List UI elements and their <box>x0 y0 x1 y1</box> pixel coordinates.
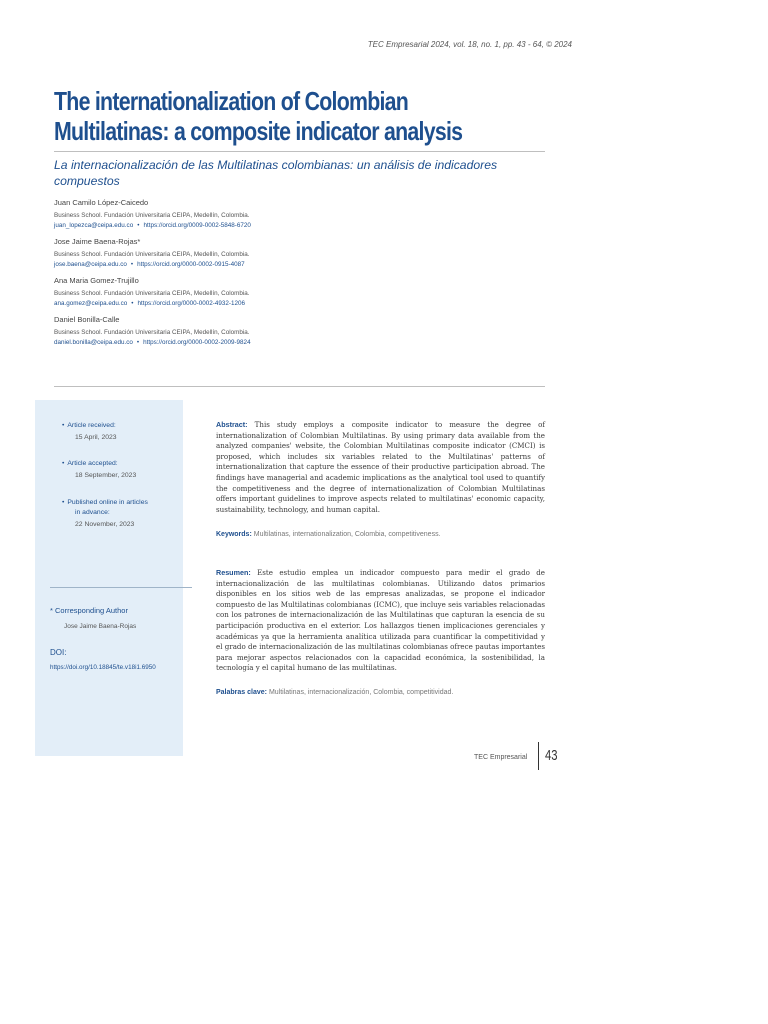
author-orcid-link[interactable]: https://orcid.org/0000-0002-2009-9824 <box>143 339 251 346</box>
received-label: Article received: <box>67 422 116 429</box>
author-affiliation: Business School. Fundación Universitaria CEIPA, Medellín, Colombia. <box>54 212 250 219</box>
author-name: Jose Jaime Baena-Rojas* <box>54 237 141 246</box>
published-info <box>62 499 148 528</box>
received-info <box>62 422 117 441</box>
published-label: Published online in articles <box>67 499 148 506</box>
resumen-text: Este estudio emplea un indicador compuesto para medir el grado de internacionalización de las multilatinas colombianas. Utilizando datos primarios disponibles en los sitios web de las empresas analizadas, se propone el indicador compuesto de las Multilatinas colombianas (ICMC), que incluye seis variables relacionadas con los patrones de internacionalización de las Multilatinas que capturan la esencia de su participación productiva en el exterior. Los hallazgos tienen implicaciones gerenciales y académicas ya que la herramienta analítica utilizada para cuantificar la competitividad y el grado de internacionalización de las multilatinas colombianas ofrece pautas importantes para mejorar aspectos relacionados con la capacidad económica, la sostenibilidad, la tecnología y el capital humano de las multilatinas. <box>216 568 545 673</box>
separator-bullet: • <box>131 300 134 307</box>
palabras-clave-text: Multilatinas, internacionalización, Colombia, competitividad. <box>268 689 454 696</box>
abstract-label: Abstract: <box>216 420 248 429</box>
keywords-section <box>216 531 545 538</box>
author-affiliation: Business School. Fundación Universitaria CEIPA, Medellín, Colombia. <box>54 329 250 336</box>
author-affiliation: Business School. Fundación Universitaria CEIPA, Medellín, Colombia. <box>54 251 250 258</box>
bullet-icon: • <box>62 460 65 467</box>
separator-bullet: • <box>136 339 140 346</box>
separator-bullet: • <box>130 261 134 268</box>
accepted-label: Article accepted: <box>67 460 118 467</box>
author-entry <box>54 198 534 229</box>
abstract-text: This study employs a composite indicator to measure the degree of internationalization of Colombian Multilatinas. By using primary data available from the analyzed companies' website, the Colombian Multilatinas composite indicator (CMCI) is proposed, which includes six variables related to the Multilatinas' patterns of internationalization that capture the essence of their productive participation abroad. The findings have managerial and academic implications as the analytical tool used to quantify the competitiveness and the degree of internationalization of Colombian Multilatinas offers important guidelines to improve aspects related to multilatinas' economic capacity, sustainability, technology, and human capital. <box>216 420 545 514</box>
keywords-text: Multilatinas, internationalization, Colombia, competitiveness. <box>253 531 441 538</box>
author-name: Juan Camilo López-Caicedo <box>54 198 149 207</box>
author-orcid-link[interactable]: https://orcid.org/0009-0002-5848-6720 <box>143 222 251 229</box>
resumen-section <box>216 568 545 674</box>
sidebar-divider <box>50 587 192 588</box>
corresponding-author-label: * Corresponding Author <box>50 606 128 615</box>
author-entry <box>54 315 534 346</box>
doi-label: DOI: <box>50 648 67 657</box>
title-divider <box>54 151 545 152</box>
doi-link[interactable]: https://doi.org/10.18845/te.v18i1.6950 <box>50 664 156 671</box>
accepted-date: 18 September, 2023 <box>75 472 137 479</box>
published-label-cont: in advance: <box>75 509 110 516</box>
palabras-clave-section <box>216 689 545 696</box>
author-email-link[interactable]: ana.gomez@ceipa.edu.co <box>54 300 128 307</box>
keywords-label: Keywords: <box>216 531 252 538</box>
author-email-link[interactable]: jose.baena@ceipa.edu.co <box>54 261 127 268</box>
author-list <box>54 198 534 354</box>
author-name: Daniel Bonilla-Calle <box>54 315 120 324</box>
article-subtitle: La internacionalización de las Multilatinas colombianas: un análisis de indicadores compuestos <box>54 158 498 188</box>
palabras-clave-label: Palabras clave: <box>216 689 267 696</box>
resumen-label: Resumen: <box>216 568 251 577</box>
author-email-link[interactable]: daniel.bonilla@ceipa.edu.co <box>54 339 133 346</box>
journal-citation: TEC Empresarial 2024, vol. 18, no. 1, pp. 43 - 64, © 2024 <box>367 40 572 49</box>
accepted-info <box>62 460 136 479</box>
author-affiliation: Business School. Fundación Universitaria CEIPA, Medellín, Colombia. <box>54 290 250 297</box>
author-orcid-link[interactable]: https://orcid.org/0000-0002-4932-1206 <box>137 300 245 307</box>
separator-bullet: • <box>137 222 140 229</box>
author-orcid-link[interactable]: https://orcid.org/0000-0002-0915-4087 <box>137 261 245 268</box>
footer-journal-name: TEC Empresarial <box>474 754 528 761</box>
author-entry <box>54 276 534 307</box>
footer-divider <box>538 742 539 770</box>
author-email-link[interactable]: juan_lopezca@ceipa.edu.co <box>54 222 134 229</box>
article-info-sidebar <box>35 400 183 756</box>
bullet-icon: • <box>62 499 65 506</box>
bullet-icon: • <box>62 422 65 429</box>
page-number: 43 <box>545 747 558 764</box>
abstract-section <box>216 420 545 515</box>
published-date: 22 November, 2023 <box>75 521 135 528</box>
corresponding-author-name: Jose Jaime Baena-Rojas <box>64 623 137 630</box>
article-title: The internationalization of Colombian Multilatinas: a composite indicator analysis <box>54 86 463 146</box>
received-date: 15 April, 2023 <box>75 434 117 441</box>
authors-divider <box>54 386 545 387</box>
author-entry <box>54 237 534 268</box>
author-name: Ana Maria Gomez-Trujillo <box>54 276 139 285</box>
